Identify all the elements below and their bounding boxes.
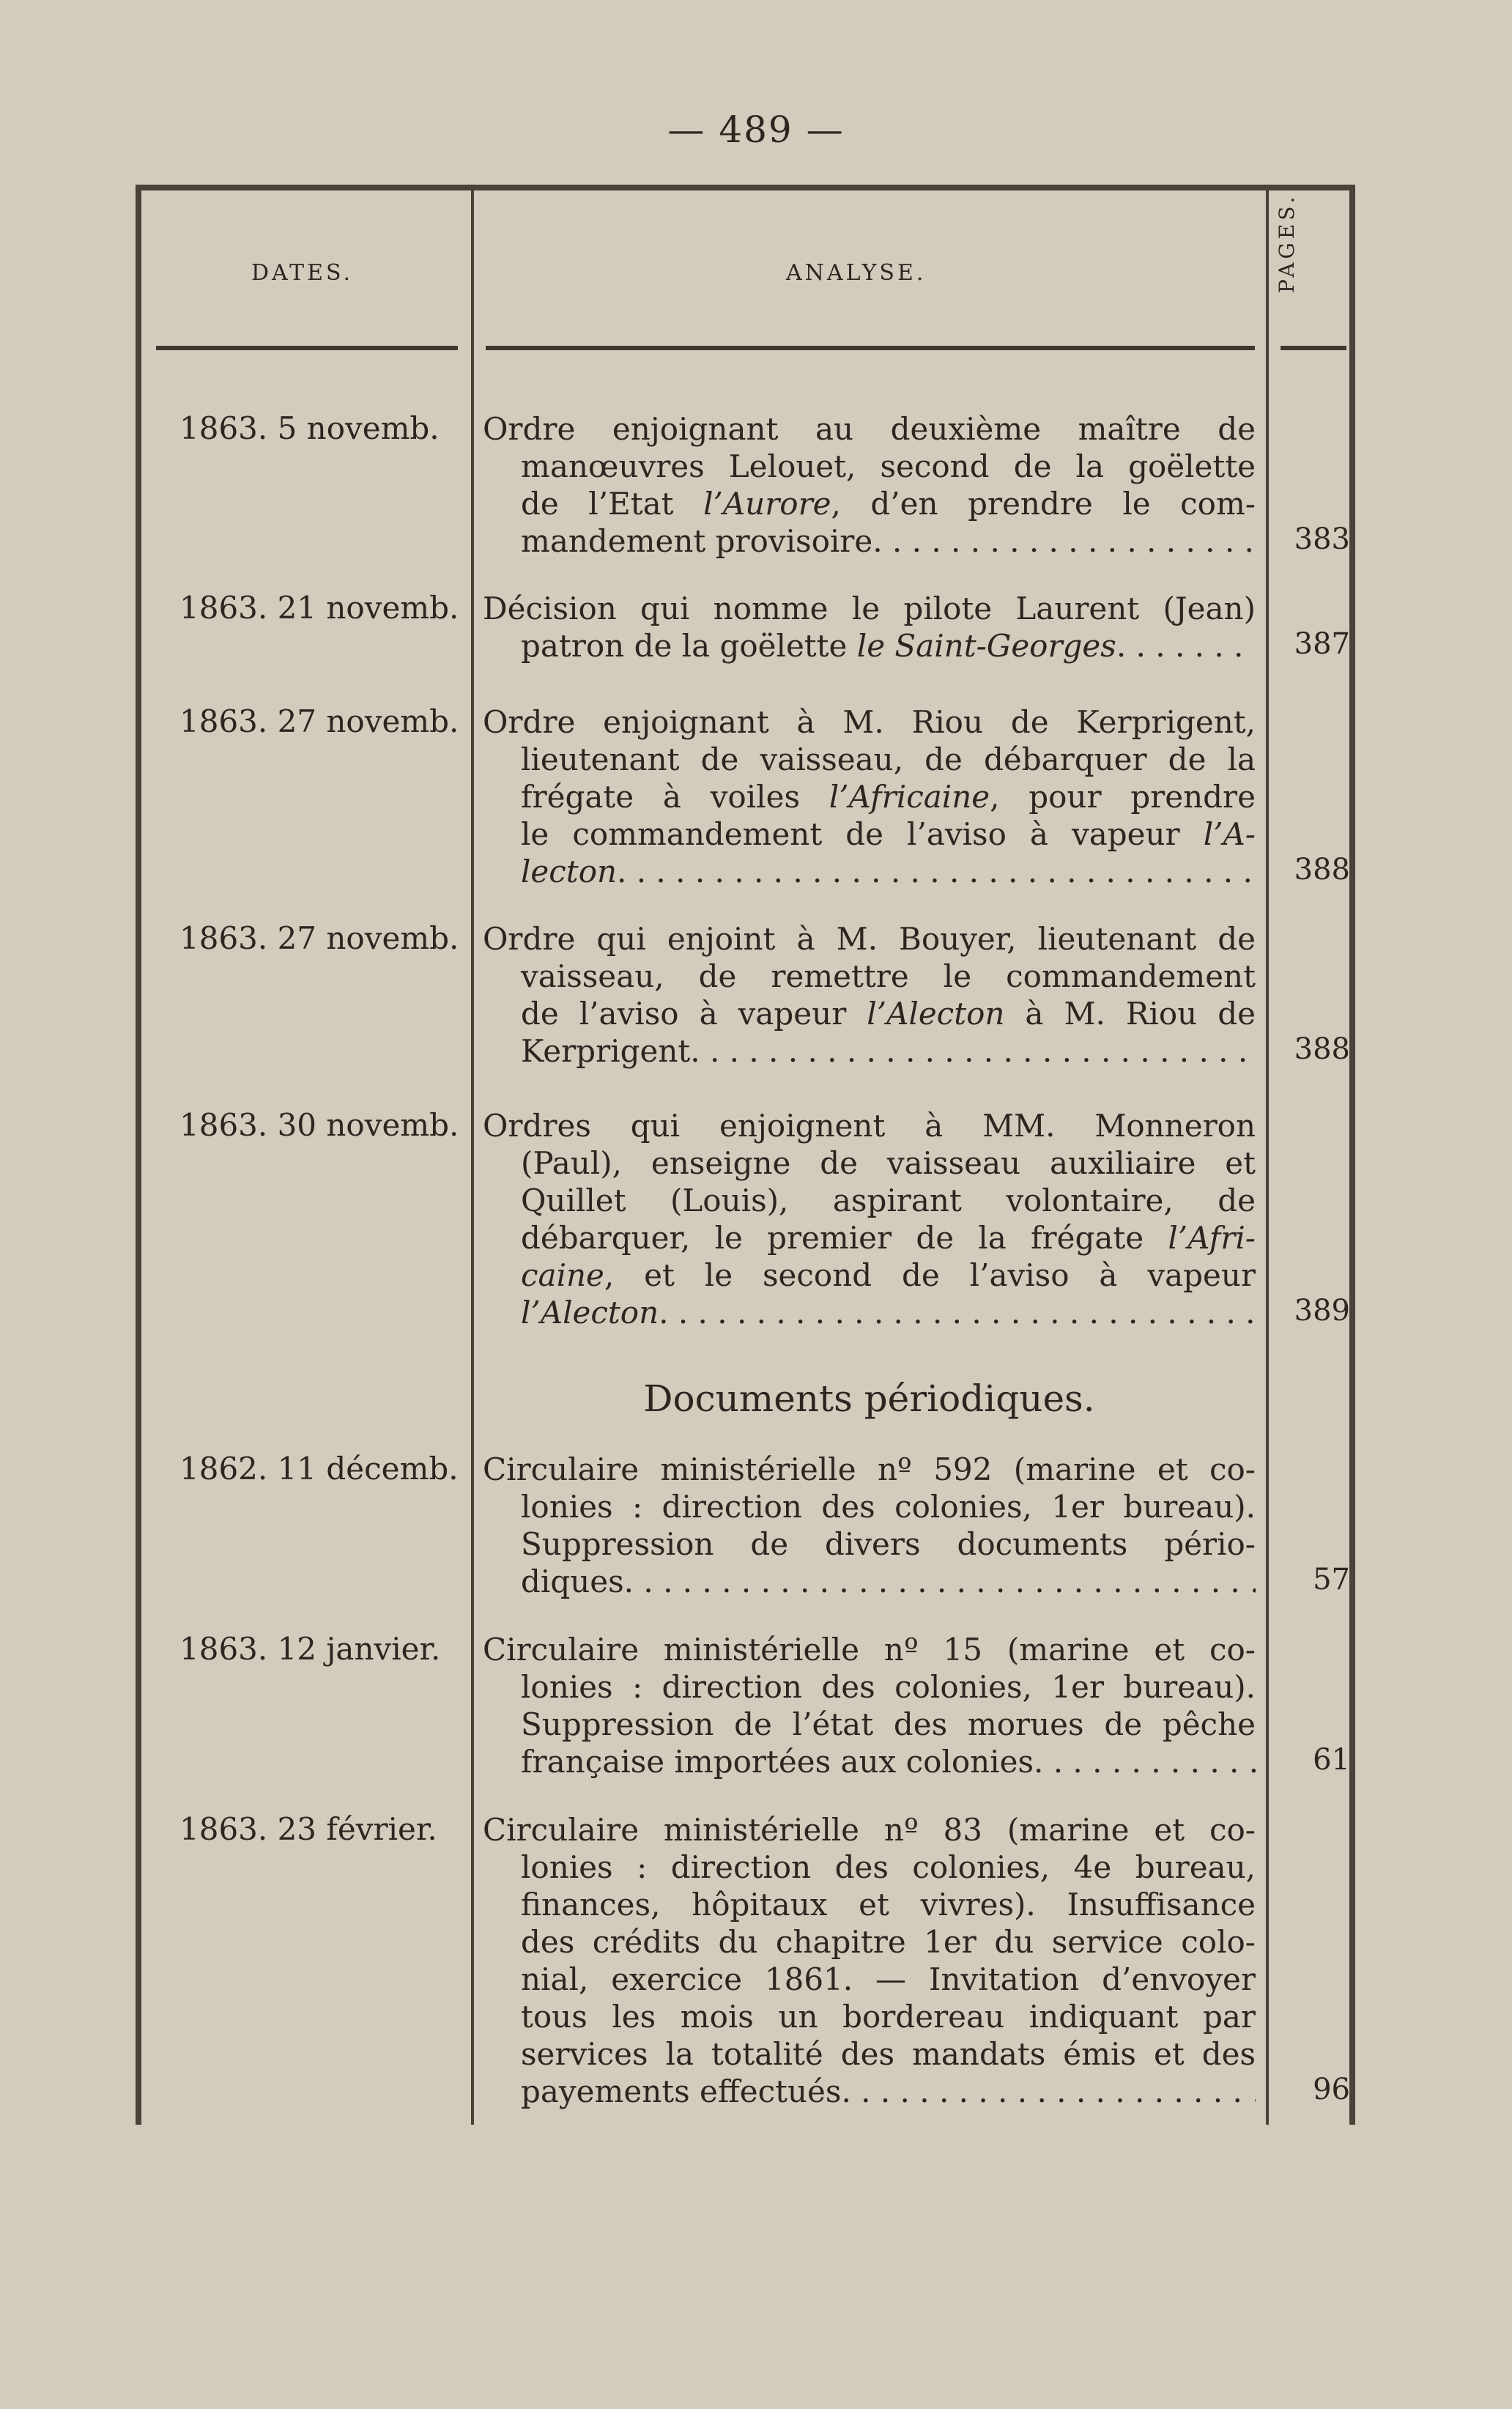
analysis-line: nial, exercice 1861. — Invitation d’envoyer <box>521 1961 1256 1997</box>
entry-analysis <box>483 1811 1256 2110</box>
analysis-line: Ordre enjoignant à M. Riou de Kerprigent, <box>483 704 1256 740</box>
entry-analysis <box>483 920 1256 1070</box>
analysis-line <box>483 1563 1256 1600</box>
analysis-line: Circulaire ministérielle nº 15 (marine et co- <box>483 1632 1256 1668</box>
column-divider-pages <box>1266 190 1269 2125</box>
analysis-line: vaisseau, de remettre le commandement <box>521 958 1256 994</box>
index-table <box>136 185 1355 2125</box>
analysis-line: Ordre enjoignant au deuxième maître de <box>483 411 1256 447</box>
entry-page-ref: 383 <box>1294 522 1350 556</box>
dot-leader <box>841 2073 1256 2110</box>
entry-analysis <box>483 1451 1256 1600</box>
entry-date: 1862. 11 décemb. <box>179 1451 459 1487</box>
page-number: — 489 — <box>667 108 845 151</box>
entry-page-ref: 388 <box>1294 853 1350 887</box>
entry-date: 1863. 23 février. <box>179 1811 437 1847</box>
analysis-line <box>483 627 1256 665</box>
dot-leader <box>624 1563 1256 1600</box>
analysis-line <box>483 853 1256 890</box>
analysis-line-text: l’Alecton <box>521 1295 659 1331</box>
header-analyse: ANALYSE. <box>786 260 927 286</box>
analysis-line: Circulaire ministérielle nº 592 (marine et co- <box>483 1451 1256 1487</box>
entry-analysis <box>483 410 1256 560</box>
dot-leader <box>1034 1743 1256 1780</box>
analysis-line <box>483 2073 1256 2110</box>
entry-page-ref: 388 <box>1294 1032 1350 1066</box>
analysis-line <box>483 522 1256 560</box>
analysis-line: (Paul), enseigne de vaisseau auxiliaire et <box>521 1145 1256 1181</box>
entry-analysis <box>483 1631 1256 1780</box>
entry-analysis <box>483 703 1256 890</box>
entry-page-ref: 57 <box>1313 1563 1350 1596</box>
analysis-line-text: lecton <box>521 854 618 889</box>
analysis-line <box>483 1032 1256 1070</box>
analysis-line: Suppression de l’état des morues de pêche <box>521 1706 1256 1742</box>
analysis-line <box>483 1294 1256 1331</box>
entry-analysis <box>483 1107 1256 1331</box>
analysis-line: services la totalité des mandats émis et des <box>521 2036 1256 2072</box>
analysis-line: Circulaire ministérielle nº 83 (marine et co- <box>483 1812 1256 1848</box>
analysis-line: lonies : direction des colonies, 1er bureau). <box>521 1489 1256 1525</box>
analysis-line: de l’Etat l’Aurore, d’en prendre le com- <box>521 486 1256 522</box>
analysis-line: finances, hôpitaux et vivres). Insuffisance <box>521 1887 1256 1923</box>
dot-leader <box>872 522 1256 560</box>
column-divider-dates <box>471 190 474 2125</box>
analysis-line-text: mandement provisoire <box>521 523 873 559</box>
header-rule-analyse <box>486 346 1255 350</box>
entry-page-ref: 389 <box>1294 1294 1350 1328</box>
entry-date: 1863. 12 janvier. <box>179 1631 441 1667</box>
header-dates: DATES. <box>251 260 354 286</box>
entry-page-ref: 96 <box>1313 2073 1350 2106</box>
entry-date: 1863. 27 novemb. <box>179 703 459 739</box>
entry-date: 1863. 21 novemb. <box>179 590 459 626</box>
analysis-line-text: Kerprigent <box>521 1033 691 1069</box>
analysis-line: le commandement de l’aviso à vapeur l’A- <box>521 816 1256 852</box>
analysis-line: lonies : direction des colonies, 1er bureau). <box>521 1669 1256 1705</box>
analysis-line: débarquer, le premier de la frégate l’Afri- <box>521 1220 1256 1256</box>
analysis-line: Quillet (Louis), aspirant volontaire, de <box>521 1183 1256 1218</box>
analysis-line: caine, et le second de l’aviso à vapeur <box>521 1257 1256 1293</box>
analysis-line: de l’aviso à vapeur l’Alecton à M. Riou de <box>521 996 1256 1032</box>
analysis-line: Suppression de divers documents pério- <box>521 1526 1256 1562</box>
analysis-line: lieutenant de vaisseau, de débarquer de la <box>521 741 1256 777</box>
analysis-line: manœuvres Lelouet, second de la goëlette <box>521 448 1256 484</box>
analysis-line: Ordre qui enjoint à M. Bouyer, lieutenant de <box>483 921 1256 957</box>
analysis-line: tous les mois un bordereau indiquant par <box>521 1999 1256 2035</box>
header-rule-pages <box>1281 346 1346 350</box>
entry-date: 1863. 27 novemb. <box>179 920 459 956</box>
entry-date: 1863. 5 novemb. <box>179 410 440 446</box>
entry-page-ref: 387 <box>1294 627 1350 661</box>
entry-date: 1863. 30 novemb. <box>179 1107 459 1143</box>
dot-leader <box>690 1032 1256 1070</box>
entry-page-ref: 61 <box>1313 1743 1350 1777</box>
analysis-line-text: diques <box>521 1564 624 1599</box>
dot-leader <box>617 853 1256 890</box>
dot-leader <box>1116 627 1256 665</box>
analysis-line: frégate à voiles l’Africaine, pour prendre <box>521 779 1256 815</box>
header-rule-dates <box>156 346 458 350</box>
analysis-line: des crédits du chapitre 1er du service colo- <box>521 1924 1256 1960</box>
analysis-line: Ordres qui enjoignent à MM. Monneron <box>483 1108 1256 1144</box>
analysis-line-text: payements effectués <box>521 2073 842 2109</box>
analysis-line: Décision qui nomme le pilote Laurent (Jean) <box>483 591 1256 626</box>
dot-leader <box>659 1294 1256 1331</box>
analysis-line: lonies : direction des colonies, 4e bureau, <box>521 1849 1256 1885</box>
analysis-line-text: française importées aux colonies <box>521 1744 1034 1780</box>
analysis-line-text: patron de la goëlette le Saint-Georges <box>521 628 1116 664</box>
analysis-line <box>483 1743 1256 1780</box>
entry-analysis <box>483 590 1256 665</box>
header-pages: PAGES. <box>1275 193 1299 293</box>
section-title: Documents périodiques. <box>643 1377 1095 1420</box>
